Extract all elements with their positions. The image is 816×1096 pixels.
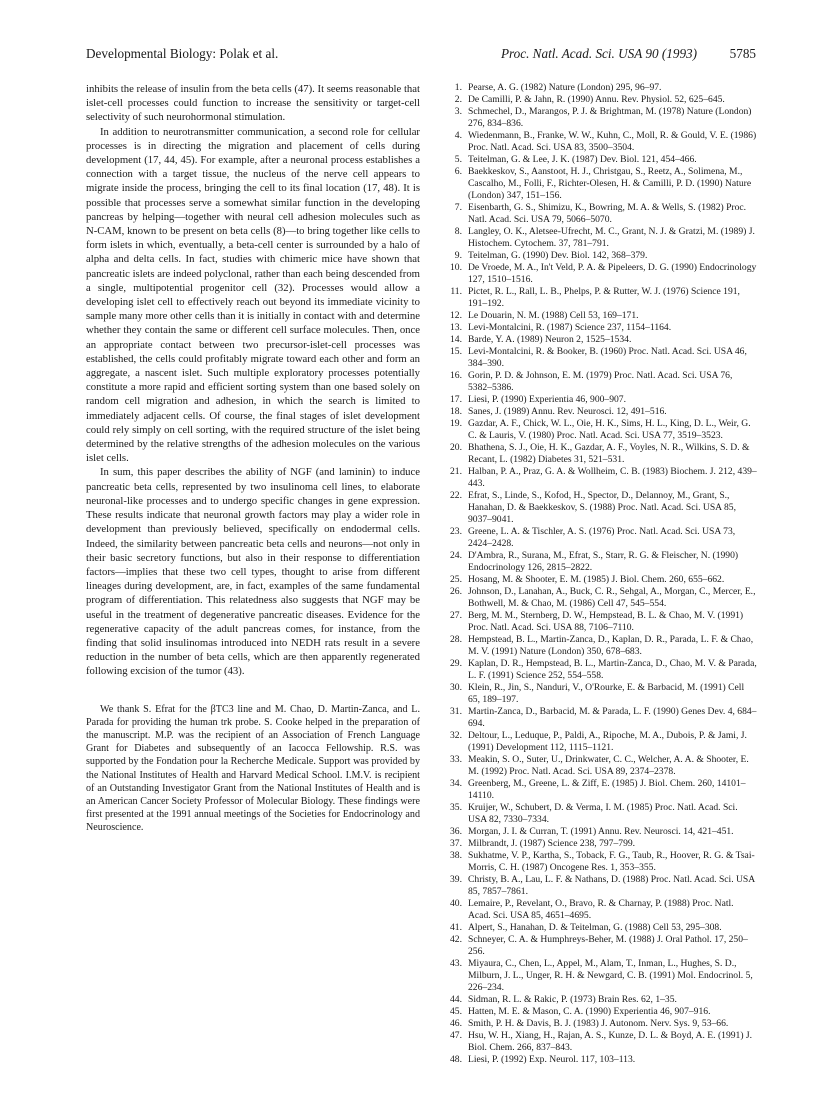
reference-text: Gazdar, A. F., Chick, W. L., Oie, H. K., Sims, H. L., King, D. L., Weir, G. C. & Lauris, V. (1980) Proc. Natl. Acad. Sci. USA 77, 3519–3523. (468, 418, 751, 441)
references-list (440, 82, 758, 1066)
reference-number: 6. (454, 166, 462, 177)
reference-item (440, 94, 758, 106)
reference-number: 1. (454, 82, 462, 93)
reference-text: Hatten, M. E. & Mason, C. A. (1990) Experientia 46, 907–916. (468, 1006, 711, 1017)
reference-text: Pictet, R. L., Rall, L. B., Phelps, P. & Rutter, W. J. (1976) Science 191, 191–192. (468, 286, 740, 309)
reference-text: Meakin, S. O., Suter, U., Drinkwater, C. C., Welcher, A. A. & Shooter, E. M. (1992) Proc. Natl. Acad. Sci. USA 89, 2374–2378. (468, 754, 749, 777)
reference-text: Miyaura, C., Chen, L., Appel, M., Alam, T., Inman, L., Hughes, S. D., Milburn, J. L., Unger, R. H. & Newgard, C. B. (1991) Mol. Endocrinol. 5, 226–234. (468, 958, 753, 993)
reference-number: 31. (450, 706, 462, 717)
reference-number: 11. (450, 286, 462, 297)
reference-item (440, 406, 758, 418)
reference-number: 26. (450, 586, 462, 597)
reference-text: Deltour, L., Leduque, P., Paldi, A., Ripoche, M. A., Dubois, P. & Jami, J. (1991) Development 112, 1115–1121. (468, 730, 747, 753)
reference-number: 23. (450, 526, 462, 537)
reference-number: 43. (450, 958, 462, 969)
reference-item (440, 154, 758, 166)
body-paragraph: In addition to neurotransmitter communication, a second role for cellular processes is in directing the migration and placement of cells during development (17, 44, 45). For example, after a neuronal process establishes a connection with a target tissue, the nucleus of the nerve cell appears to migrate inside the process, bringing the cell to its final location (17, 48). It is possible that processes serve a somewhat similar function in the developing pancreas by helping—together with neural cell adhesion molecules such as N-CAM, known to be present on beta cells (8)—to bring together like cells to form islets in which, eventually, a beta-cell center is surrounded by a halo of alpha and delta cells. In fact, studies with chimeric mice have shown that pancreatic islets are indeed polyclonal, rather than each being descended from a single, multipotential progenitor cell (32). Processes would allow a developing islet cell to effectively reach out beyond its immediate vicinity to sample many more other cells than it is initially in contact with and determine whether they contain the same or different cell surface molecules. Then, once an appropriate contact between two precursor-islet-cell processes was established, the cells could profitably migrate toward each other and form an aggregate, a nascent islet. Such multiple exploratory processes potentially constitute a more rapid and efficient sorting system than one based solely on random cell migration and adhesion, in which the search is limited to immediately adjacent cells. Of course, the final stages of islet development could rely simply on cell sorting, with the required structure of the islet being determined by the relative strengths of the adhesion molecules on the various islet cells. (86, 125, 420, 465)
reference-text: Le Douarin, N. M. (1988) Cell 53, 169–171. (468, 310, 639, 321)
reference-text: Levi-Montalcini, R. & Booker, B. (1960) Proc. Natl. Acad. Sci. USA 46, 384–390. (468, 346, 747, 369)
reference-item (440, 994, 758, 1006)
reference-text: Teitelman, G. & Lee, J. K. (1987) Dev. Biol. 121, 454–466. (468, 154, 697, 165)
reference-text: Martin-Zanca, D., Barbacid, M. & Parada, L. F. (1990) Genes Dev. 4, 684–694. (468, 706, 757, 729)
reference-item (440, 802, 758, 826)
reference-item (440, 958, 758, 994)
reference-number: 46. (450, 1018, 462, 1029)
reference-text: Smith, P. H. & Davis, B. J. (1983) J. Autonom. Nerv. Sys. 9, 53–66. (468, 1018, 729, 1029)
reference-item (440, 1018, 758, 1030)
reference-text: Kruijer, W., Schubert, D. & Verma, I. M. (1985) Proc. Natl. Acad. Sci. USA 82, 7330–7334. (468, 802, 738, 825)
reference-number: 32. (450, 730, 462, 741)
reference-text: Halban, P. A., Praz, G. A. & Wollheim, C. B. (1983) Biochem. J. 212, 439–443. (468, 466, 757, 489)
reference-text: Sukhatme, V. P., Kartha, S., Toback, F. G., Taub, R., Hoover, R. G. & Tsai-Morris, C. H. (1987) Oncogene Res. 1, 353–355. (468, 850, 755, 873)
reference-text: Schmechel, D., Marangos, P. J. & Brightman, M. (1978) Nature (London) 276, 834–836. (468, 106, 752, 129)
reference-text: Wiedenmann, B., Franke, W. W., Kuhn, C., Moll, R. & Gould, V. E. (1986) Proc. Natl. Acad. Sci. USA 83, 3500–3504. (468, 130, 757, 153)
reference-text: Levi-Montalcini, R. (1987) Science 237, 1154–1164. (468, 322, 672, 333)
reference-item (440, 394, 758, 406)
reference-number: 12. (450, 310, 462, 321)
reference-number: 47. (450, 1030, 462, 1041)
reference-number: 36. (450, 826, 462, 837)
reference-text: Gorin, P. D. & Johnson, E. M. (1979) Proc. Natl. Acad. Sci. USA 76, 5382–5386. (468, 370, 733, 393)
reference-item (440, 490, 758, 526)
reference-item (440, 874, 758, 898)
reference-text: Teitelman, G. (1990) Dev. Biol. 142, 368–379. (468, 250, 648, 261)
reference-number: 21. (450, 466, 462, 477)
reference-number: 9. (454, 250, 462, 261)
reference-number: 44. (450, 994, 462, 1005)
reference-text: Bhathena, S. J., Oie, H. K., Gazdar, A. F., Voyles, N. R., Wilkins, S. D. & Recant, L. (1982) Diabetes 31, 521–531. (468, 442, 750, 465)
reference-item (440, 682, 758, 706)
reference-text: Efrat, S., Linde, S., Kofod, H., Spector, D., Delannoy, M., Grant, S., Hanahan, D. & Baekkeskov, S. (1988) Proc. Natl. Acad. Sci. USA 85, 9037–9041. (468, 490, 736, 525)
reference-item (440, 466, 758, 490)
reference-text: Kaplan, D. R., Hempstead, B. L., Martin-Zanca, D., Chao, M. V. & Parada, L. F. (1991) Science 252, 554–558. (468, 658, 757, 681)
reference-item (440, 706, 758, 730)
reference-item (440, 934, 758, 958)
reference-item (440, 202, 758, 226)
reference-item (440, 526, 758, 550)
reference-number: 25. (450, 574, 462, 585)
reference-text: Milbrandt, J. (1987) Science 238, 797–799. (468, 838, 636, 849)
reference-item (440, 826, 758, 838)
reference-number: 16. (450, 370, 462, 381)
reference-number: 14. (450, 334, 462, 345)
journal-citation: Proc. Natl. Acad. Sci. USA 90 (1993) (500, 46, 698, 61)
reference-number: 19. (450, 418, 462, 429)
reference-item (440, 1054, 758, 1066)
reference-number: 13. (450, 322, 462, 333)
reference-item (440, 730, 758, 754)
reference-item (440, 130, 758, 154)
reference-item (440, 1006, 758, 1018)
reference-text: Alpert, S., Hanahan, D. & Teitelman, G. (1988) Cell 53, 295–308. (468, 922, 722, 933)
reference-item (440, 166, 758, 202)
reference-number: 24. (450, 550, 462, 561)
reference-item (440, 838, 758, 850)
reference-text: Hempstead, B. L., Martin-Zanca, D., Kaplan, D. R., Parada, L. F. & Chao, M. V. (1991) Nature (London) 350, 678–683. (468, 634, 754, 657)
reference-text: Lemaire, P., Revelant, O., Bravo, R. & Charnay, P. (1988) Proc. Natl. Acad. Sci. USA 85, 4651–4695. (468, 898, 734, 921)
reference-item (440, 778, 758, 802)
reference-number: 33. (450, 754, 462, 765)
reference-text: Schneyer, C. A. & Humphreys-Beher, M. (1988) J. Oral Pathol. 17, 250–256. (468, 934, 748, 957)
reference-text: Sanes, J. (1989) Annu. Rev. Neurosci. 12, 491–516. (468, 406, 667, 417)
reference-number: 39. (450, 874, 462, 885)
reference-text: Klein, R., Jin, S., Nanduri, V., O'Rourke, E. & Barbacid, M. (1991) Cell 65, 189–197. (468, 682, 745, 705)
running-header-section: Developmental Biology: Polak et al. (86, 46, 279, 61)
reference-number: 41. (450, 922, 462, 933)
acknowledgment: We thank S. Efrat for the βTC3 line and M. Chao, D. Martin-Zanca, and L. Parada for providing the human trk probe. S. Cooke helped in the preparation of the manuscript. M.P. was the recipient of an Association of French Language Grant for Diabetes and subsequently of an Iacocca Fellowship. R.S. was supported by the Fondation pour la Recherche Medicale. Support was provided by the National Institutes of Health and Harvard Medical School. I.M.V. is recipient of an Outstanding Investigator Grant from the National Institutes of Health and is an American Cancer Society Professor of Molecular Biology. These findings were first presented at the 1991 annual meetings of the Societies for Endocrinology and Neuroscience. (86, 703, 420, 834)
reference-text: De Vroede, M. A., In't Veld, P. A. & Pipeleers, D. G. (1990) Endocrinology 127, 1510–1516. (468, 262, 757, 285)
reference-item (440, 370, 758, 394)
reference-item (440, 106, 758, 130)
reference-text: Morgan, J. I. & Curran, T. (1991) Annu. Rev. Neurosci. 14, 421–451. (468, 826, 734, 837)
reference-item (440, 226, 758, 250)
reference-item (440, 634, 758, 658)
reference-text: Baekkeskov, S., Aanstoot, H. J., Christgau, S., Reetz, A., Solimena, M., Cascalho, M., Folli, F., Richter-Olesen, H. & Camilli, P. D. (1990) Nature (London) 347, 151–156. (468, 166, 752, 201)
reference-number: 37. (450, 838, 462, 849)
reference-number: 4. (454, 130, 462, 141)
reference-text: Liesi, P. (1990) Experientia 46, 900–907. (468, 394, 627, 405)
body-text-column (86, 82, 420, 835)
reference-item (440, 286, 758, 310)
reference-number: 8. (454, 226, 462, 237)
reference-number: 3. (454, 106, 462, 117)
reference-item (440, 442, 758, 466)
reference-number: 29. (450, 658, 462, 669)
reference-number: 38. (450, 850, 462, 861)
reference-text: Greene, L. A. & Tischler, A. S. (1976) Proc. Natl. Acad. Sci. USA 73, 2424–2428. (468, 526, 736, 549)
reference-item (440, 310, 758, 322)
reference-number: 22. (450, 490, 462, 501)
reference-item (440, 346, 758, 370)
body-paragraph: In sum, this paper describes the ability of NGF (and laminin) to induce pancreatic beta cells, represented by two insulinoma cell lines, to elaborate neuronal-like processes and to undergo specific changes in gene expression. These results indicate that neuronal growth factors may play a wider role in development than previously believed, specifically on endodermal cells. Indeed, the similarity between pancreatic beta cells and neurons—not only in their basic secretory functions, but also in their response to differentiation factors—implies that these two cell types, thought to arise from different lineages during development, are, in fact, examples of the same fundamental program of differentiation. This relatedness also suggests that NGF may be useful in the treatment of degenerative pancreatic diseases. Evidence for the regenerative capacity of the adult pancreas comes, for instance, from the finding that solid insulinomas introduced into NEDH rats result in a severe reduction in the number of beta cells, which are then apparently regenerated following excision of the tumor (43). (86, 466, 420, 678)
reference-item (440, 850, 758, 874)
reference-number: 40. (450, 898, 462, 909)
reference-number: 28. (450, 634, 462, 645)
reference-number: 15. (450, 346, 462, 357)
reference-text: D'Ambra, R., Surana, M., Efrat, S., Starr, R. G. & Fleischer, N. (1990) Endocrinology 126, 2815–2822. (468, 550, 739, 573)
reference-number: 48. (450, 1054, 462, 1065)
reference-text: Langley, O. K., Aletsee-Ufrecht, M. C., Grant, N. J. & Gratzi, M. (1989) J. Histochem. Cytochem. 37, 781–791. (468, 226, 755, 249)
reference-number: 42. (450, 934, 462, 945)
reference-number: 35. (450, 802, 462, 813)
reference-number: 17. (450, 394, 462, 405)
reference-text: Pearse, A. G. (1982) Nature (London) 295, 96–97. (468, 82, 662, 93)
reference-item (440, 262, 758, 286)
reference-text: Eisenbarth, G. S., Shimizu, K., Bowring, M. A. & Wells, S. (1982) Proc. Natl. Acad. Sci. USA 79, 5066–5070. (468, 202, 747, 225)
reference-text: Hsu, W. H., Xiang, H., Rajan, A. S., Kunze, D. L. & Boyd, A. E. (1991) J. Biol. Chem. 266, 837–843. (468, 1030, 753, 1053)
body-paragraph: inhibits the release of insulin from the beta cells (47). It seems reasonable that islet-cell processes could function to increase the sensitivity or target-cell selectivity of such neurohormonal stimulation. (86, 83, 420, 124)
reference-number: 18. (450, 406, 462, 417)
reference-number: 10. (450, 262, 462, 273)
reference-number: 27. (450, 610, 462, 621)
reference-item (440, 250, 758, 262)
reference-number: 7. (454, 202, 462, 213)
reference-text: Greenberg, M., Greene, L. & Ziff, E. (1985) J. Biol. Chem. 260, 14101–14110. (468, 778, 746, 801)
reference-item (440, 574, 758, 586)
reference-text: Hosang, M. & Shooter, E. M. (1985) J. Biol. Chem. 260, 655–662. (468, 574, 725, 585)
running-header-journal (501, 46, 756, 62)
reference-item (440, 1030, 758, 1054)
reference-text: Barde, Y. A. (1989) Neuron 2, 1525–1534. (468, 334, 632, 345)
reference-item (440, 754, 758, 778)
reference-text: Johnson, D., Lanahan, A., Buck, C. R., Sehgal, A., Morgan, C., Mercer, E., Bothwell, M. & Chao, M. (1986) Cell 47, 545–554. (468, 586, 756, 609)
reference-item (440, 658, 758, 682)
reference-item (440, 922, 758, 934)
reference-item (440, 898, 758, 922)
reference-item (440, 82, 758, 94)
reference-text: Berg, M. M., Sternberg, D. W., Hempstead, B. L. & Chao, M. V. (1991) Proc. Natl. Acad. Sci. USA 88, 7106–7110. (468, 610, 744, 633)
reference-item (440, 418, 758, 442)
reference-number: 30. (450, 682, 462, 693)
reference-item (440, 550, 758, 574)
reference-text: De Camilli, P. & Jahn, R. (1990) Annu. Rev. Physiol. 52, 625–645. (468, 94, 725, 105)
reference-item (440, 586, 758, 610)
reference-number: 45. (450, 1006, 462, 1017)
reference-item (440, 334, 758, 346)
reference-item (440, 322, 758, 334)
reference-text: Christy, B. A., Lau, L. F. & Nathans, D. (1988) Proc. Natl. Acad. Sci. USA 85, 7857–7861. (468, 874, 755, 897)
reference-number: 5. (454, 154, 462, 165)
reference-number: 34. (450, 778, 462, 789)
reference-text: Sidman, R. L. & Rakic, P. (1973) Brain Res. 62, 1–35. (468, 994, 677, 1005)
reference-number: 20. (450, 442, 462, 453)
reference-text: Liesi, P. (1992) Exp. Neurol. 117, 103–113. (468, 1054, 636, 1065)
page-number: 5785 (729, 46, 756, 61)
reference-item (440, 610, 758, 634)
reference-number: 2. (454, 94, 462, 105)
